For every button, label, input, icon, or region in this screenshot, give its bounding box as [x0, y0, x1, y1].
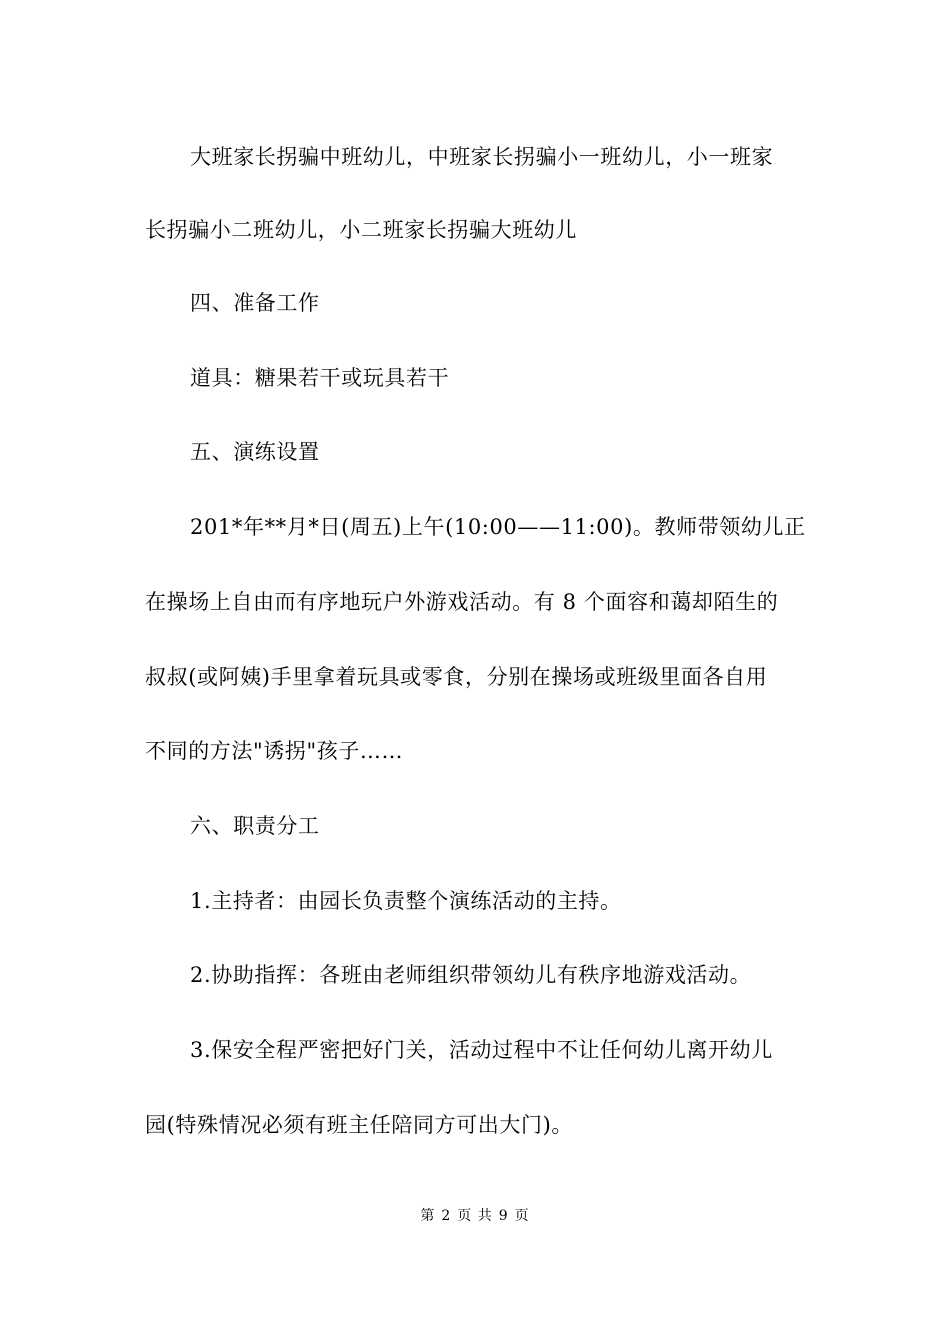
paragraph-line: 长拐骗小二班幼儿，小二班家长拐骗大班幼儿: [145, 218, 577, 242]
list-item-3: 3.保安全程严密把好门关，活动过程中不让任何幼儿离开幼儿: [190, 1038, 773, 1062]
paragraph-line: 201*年**月*日(周五)上午(10:00——11:00)。教师带领幼儿正: [190, 515, 806, 539]
list-item-1: 1.主持者：由园长负责整个演练活动的主持。: [190, 889, 622, 913]
footer-suffix: 页: [514, 1208, 530, 1224]
section-heading-5: 五、演练设置: [190, 440, 320, 464]
props-line: 道具：糖果若干或玩具若干: [190, 366, 450, 390]
footer-prefix: 第: [420, 1208, 436, 1224]
paragraph-line: 大班家长拐骗中班幼儿，中班家长拐骗小一班幼儿，小一班家: [190, 145, 774, 169]
footer-middle: 页 共: [457, 1208, 493, 1224]
list-item-2: 2.协助指挥：各班由老师组织带领幼儿有秩序地游戏活动。: [190, 963, 752, 987]
list-item-3-continued: 园(特殊情况必须有班主任陪同方可出大门)。: [145, 1113, 573, 1137]
footer-total-pages: 9: [498, 1208, 509, 1224]
section-heading-6: 六、职责分工: [190, 814, 320, 838]
paragraph-line: 叔叔(或阿姨)手里拿着玩具或零食，分别在操场或班级里面各自用: [145, 665, 768, 689]
page-footer: [0, 1206, 950, 1226]
section-heading-4: 四、准备工作: [190, 291, 320, 315]
paragraph-line: 不同的方法"诱拐"孩子……: [145, 739, 404, 763]
paragraph-line: 在操场上自由而有序地玩户外游戏活动。有 8 个面容和蔼却陌生的: [145, 590, 779, 614]
footer-current-page: 2: [441, 1208, 452, 1224]
